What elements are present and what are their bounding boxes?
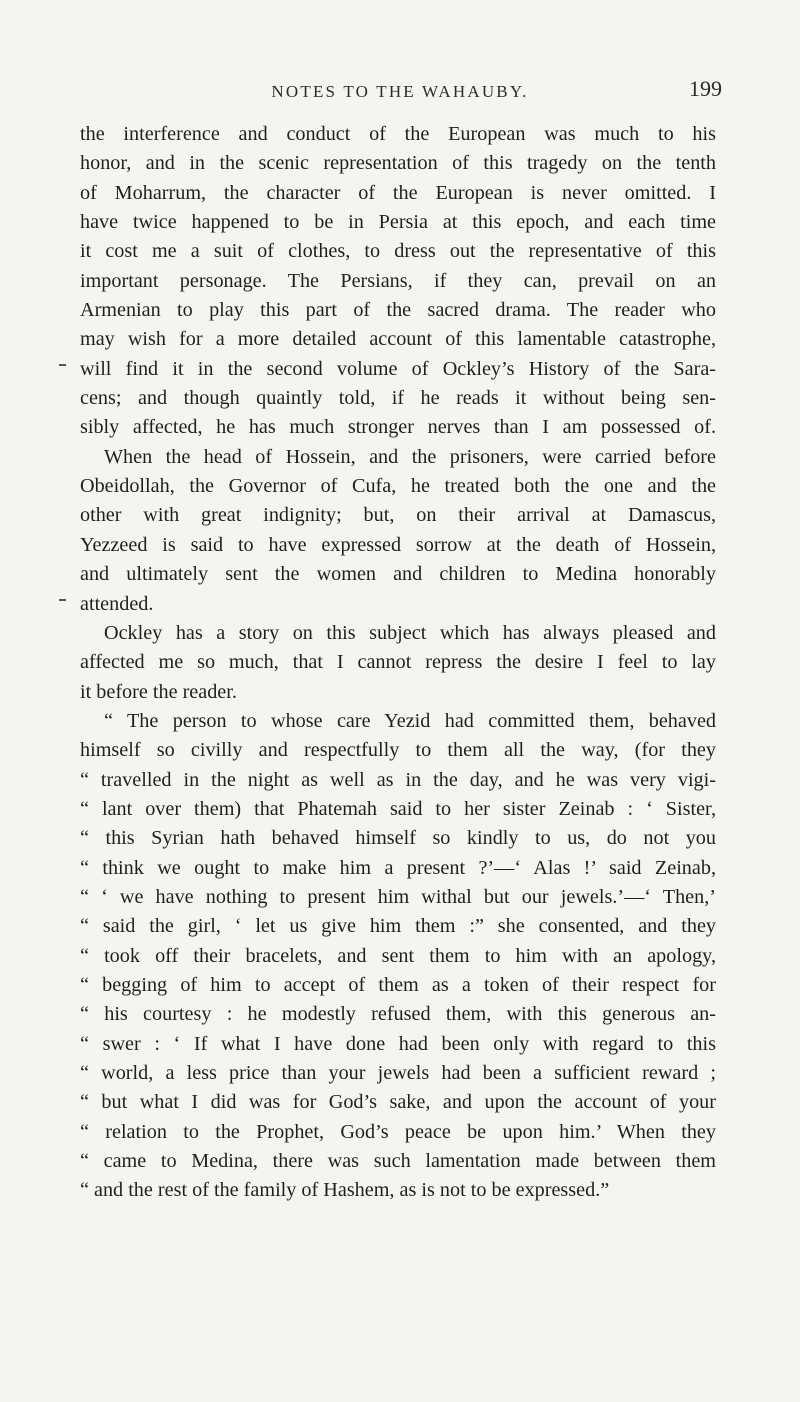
text-line: “ begging of him to accept of them as a token of their respect for: [80, 973, 716, 996]
text-line: “ swer : ‘ If what I have done had been only with regard to this: [80, 1032, 716, 1055]
text-line: cens; and though quaintly told, if he reads it without being sen-: [80, 387, 716, 410]
text-line: “ and the rest of the family of Hashem, as is not to be expressed.”: [80, 1179, 610, 1202]
text-line: “ relation to the Prophet, God’s peace be upon him.’ When they: [80, 1120, 716, 1143]
text-line: Obeidollah, the Governor of Cufa, he treated both the one and the: [80, 475, 716, 498]
text-line: it before the reader.: [80, 680, 237, 703]
text-line: When the head of Hossein, and the prisoners, were carried before: [104, 445, 716, 468]
text-line: “ think we ought to make him a present ?’—‘ Alas !’ said Zeinab,: [80, 856, 716, 879]
text-line: other with great indignity; but, on their arrival at Damascus,: [80, 504, 716, 527]
text-line: important personage. The Persians, if they can, prevail on an: [80, 269, 716, 292]
text-line: Armenian to play this part of the sacred drama. The reader who: [80, 299, 716, 322]
text-line: “ but what I did was for God’s sake, and upon the account of your: [80, 1091, 716, 1114]
text-line: the interference and conduct of the European was much to his: [80, 123, 716, 145]
text-line: have twice happened to be in Persia at this epoch, and each time: [80, 211, 716, 234]
running-head: NOTES TO THE WAHAUBY.: [271, 82, 529, 101]
text-line: “ The person to whose care Yezid had committed them, behaved: [104, 709, 716, 732]
text-line: himself so civilly and respectfully to them all the way, (for they: [80, 739, 716, 762]
page-number: 199: [689, 76, 722, 101]
text-line: “ his courtesy : he modestly refused them, with this generous an-: [80, 1003, 716, 1026]
text-line: Yezzeed is said to have expressed sorrow at the death of Hossein,: [80, 533, 716, 556]
text-line: attended.: [80, 592, 154, 615]
text-line: of Moharrum, the character of the European is never omitted. I: [80, 181, 716, 204]
text-line: “ world, a less price than your jewels had been a sufficient reward ;: [80, 1062, 716, 1084]
text-line: “ said the girl, ‘ let us give him them :” she consented, and they: [80, 915, 716, 938]
text-line: sibly affected, he has much stronger nerves than I am possessed of.: [80, 416, 716, 439]
text-line: and ultimately sent the women and children to Medina honorably: [80, 563, 716, 586]
text-line: honor, and in the scenic representation of this tragedy on the tenth: [80, 152, 716, 175]
text-line: “ travelled in the night as well as in the day, and he was very vigi-: [80, 768, 716, 791]
text-line: will find it in the second volume of Ockley’s History of the Sara-: [80, 357, 716, 380]
text-line: Ockley has a story on this subject which has always pleased and: [104, 621, 716, 644]
text-line: it cost me a suit of clothes, to dress out the representative of this: [80, 240, 716, 263]
text-line: “ came to Medina, there was such lamentation made between them: [80, 1150, 716, 1173]
text-line: “ took off their bracelets, and sent them to him with an apology,: [80, 944, 716, 967]
text-line: may wish for a more detailed account of this lamentable catastrophe,: [80, 328, 716, 351]
margin-mark: [59, 599, 66, 601]
text-line: “ ‘ we have nothing to present him withal but our jewels.’—‘ Then,’: [80, 885, 716, 908]
margin-mark: [59, 364, 66, 366]
text-line: “ lant over them) that Phatemah said to her sister Zeinab : ‘ Sister,: [80, 797, 716, 820]
text-line: “ this Syrian hath behaved himself so kindly to us, do not you: [80, 827, 716, 850]
text-line: affected me so much, that I cannot repress the desire I feel to lay: [80, 651, 716, 674]
body-text: [80, 120, 716, 1206]
